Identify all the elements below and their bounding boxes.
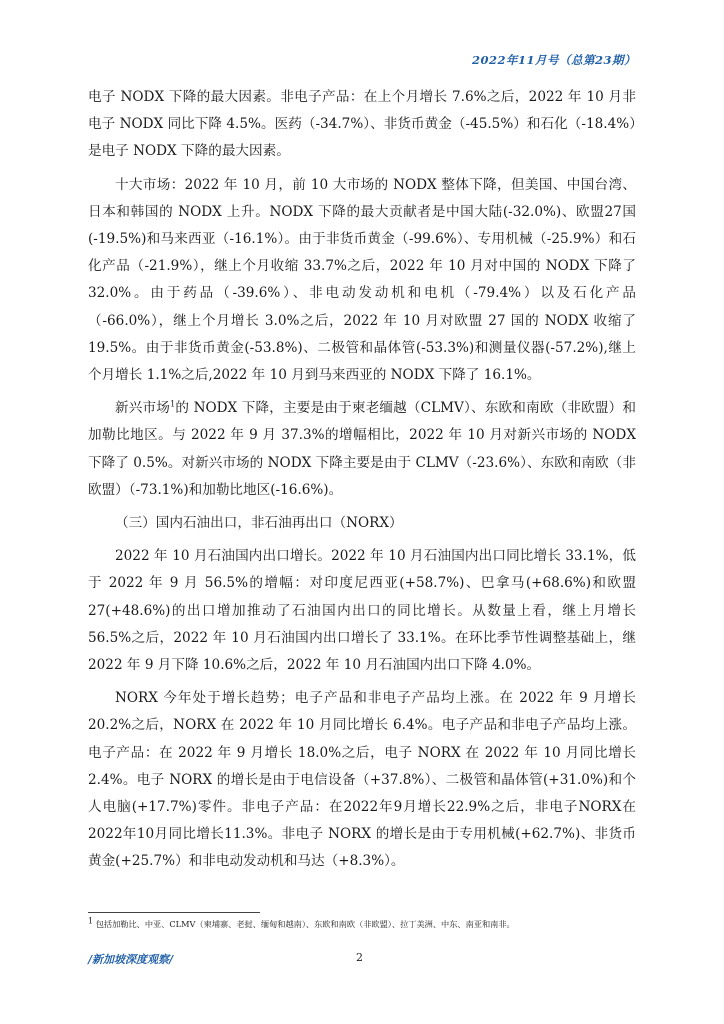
- paragraph-emerging-markets: [88, 395, 636, 504]
- emerging-markets-term: 新兴市场: [115, 400, 171, 417]
- footnote-divider: [88, 912, 260, 913]
- footnote-marker: 1: [88, 916, 94, 926]
- emerging-markets-text: 的 NODX 下降，主要是由于柬老缅越（CLMV）、东欧和南欧（非欧盟）和加勒比地区。与 2022 年 9 月 37.3%的增幅相比，2022 年 10 月对新兴市场的 NODX 下降了 0.5%。对新兴市场的 NODX 下降主要是由于 CLMV（-23.6%）、东欧和南欧（非欧盟）（-73.1%)和加勒比地区(-16.6%)。: [88, 400, 637, 498]
- publication-name: /新加坡深度观察/: [88, 953, 174, 966]
- issue-header: 2022年11月号（总第23期）: [471, 53, 636, 67]
- footnote-text: 包括加勒比、中亚、CLMV（柬埔寨、老挝、缅甸和越南）、东欧和南欧（非欧盟）、拉丁美洲、中东、南亚和南非。: [95, 919, 515, 929]
- page-number: 2: [356, 951, 363, 964]
- paragraph-top-markets: 十大市场：2022 年 10 月，前 10 大市场的 NODX 整体下降，但美国、中国台湾、日本和韩国的 NODX 上升。NODX 下降的最大贡献者是中国大陆(-32.0%)、欧盟27国(-19.5%)和马来西亚（-16.1%）。由于非货币黄金（-99.6%）、专用机械（-25.9%）和石化产品（-21.9%），继上个月收缩 33.7%之后，2022 年 10 月对中国的 NODX 下降了 32.0%。由于药品（-39.6%）、非电动发动机和电机（-79.4%）以及石化产品（-66.0%），继上个月增长 3.0%之后，2022 年 10 月对欧盟 27 国的 NODX 收缩了 19.5%。由于非货币黄金(-53.8%)、二极管和晶体管(-53.3%)和测量仪器(-57.2%),继上个月增长 1.1%之后,2022 年 10 月到马来西亚的 NODX 下降了 16.1%。: [88, 176, 636, 384]
- footnote-ref[interactable]: 1: [170, 399, 176, 409]
- footnote: [88, 918, 648, 930]
- paragraph-electronics-decline: 电子 NODX 下降的最大因素。非电子产品：在上个月增长 7.6%之后，2022 年 10 月非电子 NODX 同比下降 4.5%。医药（-34.7%）、非货币黄金（-45.5%）和石化（-18.4%）是电子 NODX 下降的最大因素。: [88, 89, 636, 160]
- article-body: [88, 84, 636, 882]
- paragraph-norx-trend: NORX 今年处于增长趋势；电子产品和非电子产品均上涨。在 2022 年 9 月增长 20.2%之后，NORX 在 2022 年 10 月同比增长 6.4%。电子产品和非电子产品均上涨。电子产品：在 2022 年 9 月增长 18.0%之后，电子 NORX 在 2022 年 10 月同比增长 2.4%。电子 NORX 的增长是由于电信设备（+37.8%）、二极管和晶体管(+31.0%)和个人电脑(+17.7%)零件。非电子产品：在2022年9月增长22.9%之后，非电子NORX在2022年10月同比增长11.3%。非电子 NORX 的增长是由于专用机械(+62.7%)、非货币黄金(+25.7%）和非电动发动机和马达（+8.3%）。: [88, 690, 636, 870]
- section-heading-norx: （三）国内石油出口，非石油再出口（NORX）: [115, 515, 403, 532]
- paragraph-oil-exports: 2022 年 10 月石油国内出口增长。2022 年 10 月石油国内出口同比增长 33.1%，低于 2022 年 9 月 56.5%的增幅：对印度尼西亚(+58.7%)、巴拿马(+68.6%)和欧盟 27(+48.6%)的出口增加推动了石油国内出口的同比增长。从数量上看，继上月增长 56.5%之后，2022 年 10 月石油国内出口增长了 33.1%。在环比季节性调整基础上，继 2022 年 9 月下降 10.6%之后，2022 年 10 月石油国内出口下降 4.0%。: [88, 548, 636, 674]
